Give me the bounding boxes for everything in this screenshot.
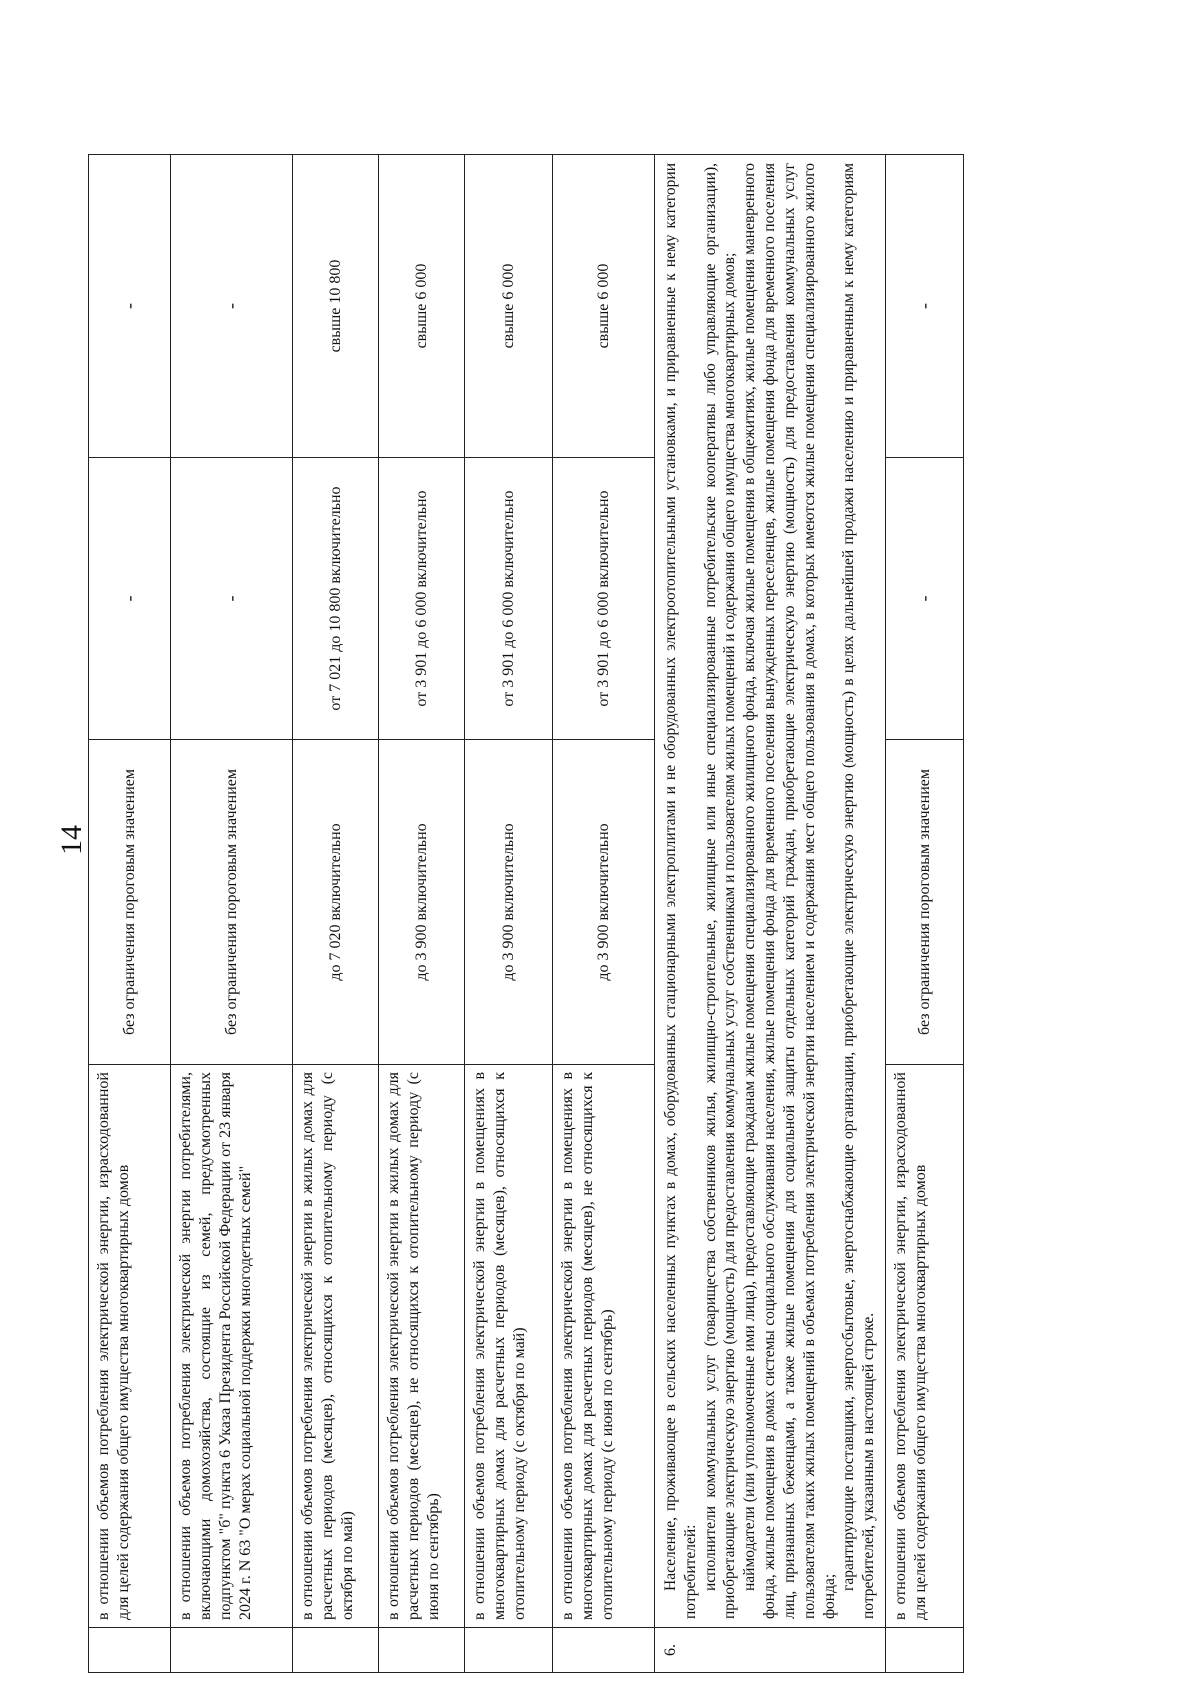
row-number-cell (465, 1628, 553, 1673)
threshold-high: - (171, 155, 293, 458)
row-number-6: 6. (655, 1628, 886, 1673)
table-row (379, 155, 465, 1673)
threshold-mid: - (171, 458, 293, 740)
row-number-cell (886, 1628, 964, 1673)
threshold-mid: от 3 901 до 6 000 включительно (465, 458, 553, 740)
table-rotator (88, 155, 1112, 1673)
threshold-high: свыше 6 000 (553, 155, 655, 458)
section-6-paragraph: наймодатели (или уполномоченные ими лица), предоставляющие гражданам жилые помещения специализированного жилищного фонда, включая жилые помещения в общежитиях, жилые помещения маневренного фонда, жилые помещения в домах системы социального обслуживания населения, жилые помещения фонда для временного поселения вынужденных переселенцев, жилые помещения фонда для временного поселения лиц, признанных беженцами, а также жилые помещения для социальной защиты отдельных категорий граждан, приобретающие электрическую энергию (мощность) для предоставления коммунальных услуг пользователям таких жилых помещений в объемах потребления электрической энергии населением и содержания мест общего пользования в домах, в которых имеются жилые помещения специализированного жилого фонда; (741, 163, 838, 1619)
row-description: в отношении объемов потребления электрической энергии потребителями, включающими домохозяйства, состоящие из семей, предусмотренных подпунктом "б" пункта 6 Указа Президента Российской Федерации от 23 января 2024 г. N 63 "О мерах социальной поддержки многодетных семей" (171, 1065, 293, 1628)
threshold-low: до 7 020 включительно (293, 740, 379, 1065)
table-row (553, 155, 655, 1673)
threshold-high: свыше 6 000 (465, 155, 553, 458)
table-row (465, 155, 553, 1673)
table-row-section-6 (655, 155, 886, 1673)
table-row (89, 155, 171, 1673)
tariff-threshold-table (88, 154, 964, 1673)
page-number: 14 (55, 825, 88, 855)
row-number-cell (553, 1628, 655, 1673)
row-number-cell (171, 1628, 293, 1673)
section-6-paragraph: гарантирующие поставщики, энергосбытовые, энергоснабжающие организации, приобретающие электрическую энергию (мощность) в целях дальнейшей продажи населению и приравненным к нему категориям потребителей, указанным в настоящей строке. (840, 163, 878, 1619)
threshold-high: - (89, 155, 171, 458)
row-description: в отношении объемов потребления электрической энергии в жилых домах для расчетных периодов (месяцев), относящихся к отопительному периоду (с октября по май) (293, 1065, 379, 1628)
row-number-cell (89, 1628, 171, 1673)
threshold-low: без ограничения пороговым значением (89, 740, 171, 1065)
row-description: в отношении объемов потребления электрической энергии в помещениях в многоквартирных домах для расчетных периодов (месяцев), относящихся к отопительному периоду (с октября по май) (465, 1065, 553, 1628)
row-description: в отношении объемов потребления электрической энергии, израсходованной для целей содержания общего имущества многоквартирных домов (89, 1065, 171, 1628)
threshold-high: - (886, 155, 964, 458)
section-6-paragraph: исполнители коммунальных услуг (товарищества собственников жилья, жилищно-строительные, жилищные или иные специализированные потребительские кооперативы либо управляющие организации), приобретающие электрическую энергию (мощность) для предоставления коммунальных услуг собственникам и пользователям жилых помещений и содержания общего имущества многоквартирных домов; (701, 163, 739, 1619)
threshold-mid: - (89, 458, 171, 740)
threshold-low: без ограничения пороговым значением (886, 740, 964, 1065)
row-description: в отношении объемов потребления электрической энергии в жилых домах для расчетных периодов (месяцев), не относящихся к отопительному периоду (с июня по сентябрь) (379, 1065, 465, 1628)
threshold-mid: от 3 901 до 6 000 включительно (379, 458, 465, 740)
row-description: в отношении объемов потребления электрической энергии, израсходованной для целей содержания общего имущества многоквартирных домов (886, 1065, 964, 1628)
threshold-low: до 3 900 включительно (379, 740, 465, 1065)
threshold-mid: от 7 021 до 10 800 включительно (293, 458, 379, 740)
row-number-cell (293, 1628, 379, 1673)
threshold-low: без ограничения пороговым значением (171, 740, 293, 1065)
threshold-low: до 3 900 включительно (465, 740, 553, 1065)
row-number-cell (379, 1628, 465, 1673)
table-row (886, 155, 964, 1673)
table-row (293, 155, 379, 1673)
section-6-text (655, 155, 886, 1628)
threshold-high: свыше 10 800 (293, 155, 379, 458)
rotated-table-sheet (88, 155, 1112, 1673)
threshold-high: свыше 6 000 (379, 155, 465, 458)
threshold-mid: от 3 901 до 6 000 включительно (553, 458, 655, 740)
threshold-mid: - (886, 458, 964, 740)
table-row (171, 155, 293, 1673)
row-description: в отношении объемов потребления электрической энергии в помещениях в многоквартирных домах для расчетных периодов (месяцев), не относящихся к отопительному периоду (с июня по сентябрь) (553, 1065, 655, 1628)
section-6-paragraph: Население, проживающее в сельских населенных пунктах в домах, оборудованных стационарными электроплитами и не оборудованных электроотопительными установками, и приравненные к нему категории потребителей: (662, 163, 699, 1619)
threshold-low: до 3 900 включительно (553, 740, 655, 1065)
